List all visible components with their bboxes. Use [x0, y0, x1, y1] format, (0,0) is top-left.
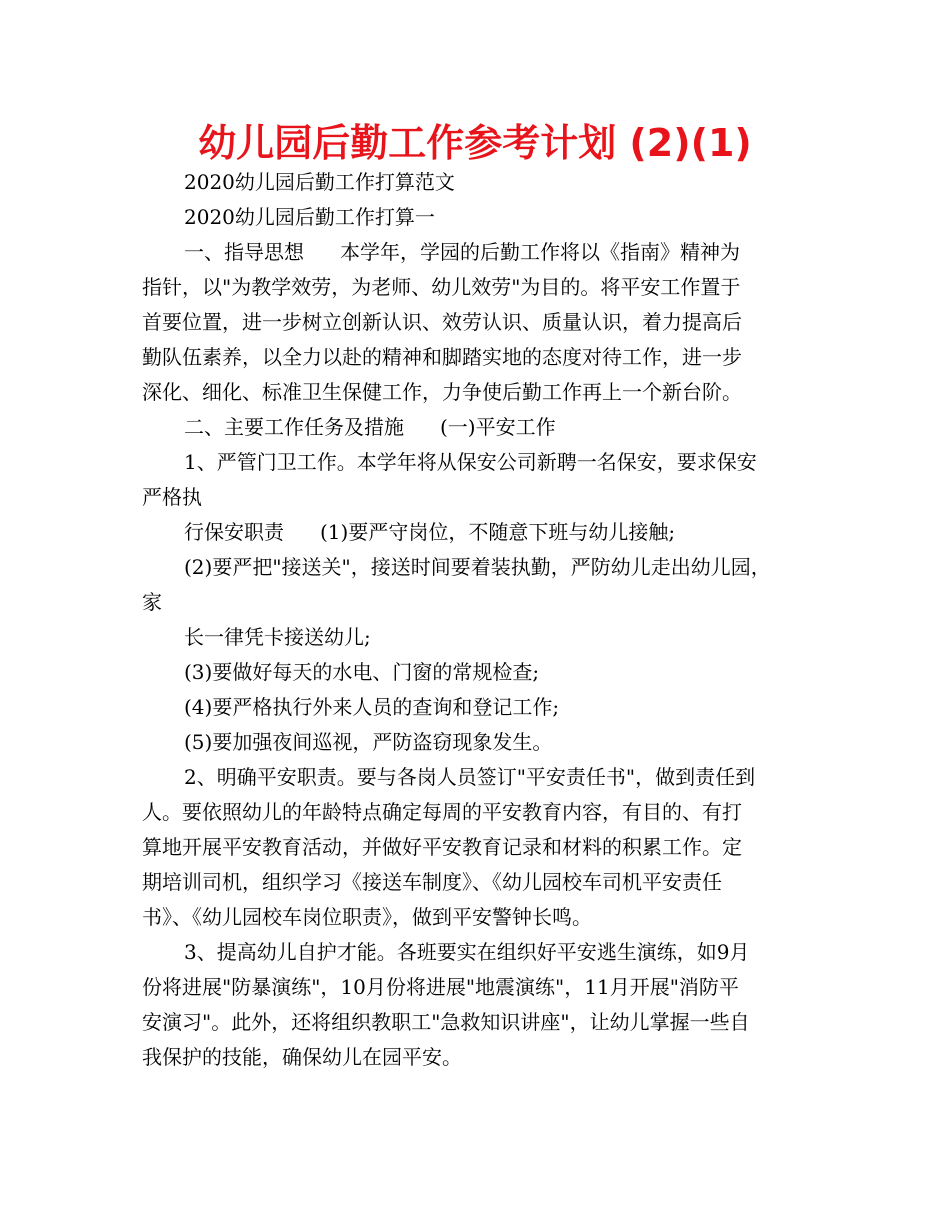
text-line: 我保护的技能，确保幼儿在园平安。: [142, 1045, 462, 1069]
text-line: [142, 515, 812, 550]
text-line: 1、严管门卫工作。本学年将从保安公司新聘一名保安，要求保安: [184, 450, 757, 474]
text-line: (5)要加强夜间巡视，严防盗窃现象发生。: [184, 730, 553, 754]
text-line: 人。要依照幼儿的年龄特点确定每周的平安教育内容，有目的、有打: [142, 800, 742, 824]
text-segment: 二、主要工作任务及措施: [184, 415, 404, 439]
text-line: 2020幼儿园后勤工作打算一: [184, 205, 435, 229]
text-segment: 一、指导思想: [184, 240, 304, 264]
text-line: 指针，以"为教学效劳，为老师、幼儿效劳"为目的。将平安工作置于: [142, 275, 741, 299]
text-line: 严格执: [142, 485, 202, 509]
text-line: 安演习"。此外，还将组织教职工"急救知识讲座"，让幼儿掌握一些自: [142, 1010, 750, 1034]
text-line: 首要位置，进一步树立创新认识、效劳认识、质量认识，着力提高后: [142, 310, 742, 334]
text-line: 份将进展"防暴演练"，10月份将进展"地震演练"，11月开展"消防平: [142, 975, 739, 999]
text-line: (4)要严格执行外来人员的查询和登记工作;: [184, 695, 560, 719]
text-line: 算地开展平安教育活动，并做好平安教育记录和材料的积累工作。定: [142, 835, 742, 859]
text-line: (3)要做好每天的水电、门窗的常规检查;: [184, 660, 540, 684]
text-line: 深化、细化、标准卫生保健工作，力争使后勤工作再上一个新台阶。: [142, 380, 742, 404]
text-segment: (一)平安工作: [440, 415, 556, 439]
text-line: 期培训司机，组织学习《接送车制度》、《幼儿园校车司机平安责任: [142, 870, 722, 894]
text-line: [142, 410, 812, 445]
text-segment: 本学年，学园的后勤工作将以《指南》精神为: [340, 240, 740, 264]
text-line: (2)要严把"接送关"，接送时间要着装执勤，严防幼儿走出幼儿园，: [184, 555, 771, 579]
text-line: 家: [142, 590, 162, 614]
text-line: 2020幼儿园后勤工作打算范文: [184, 170, 455, 194]
text-segment: (1)要严守岗位，不随意下班与幼儿接触;: [320, 520, 676, 544]
text-line: 3、提高幼儿自护才能。各班要实在组织好平安逃生演练，如9月: [184, 940, 750, 964]
text-line: 2、明确平安职责。要与各岗人员签订"平安责任书"，做到责任到: [184, 765, 756, 789]
document-body: [142, 165, 812, 1075]
text-line: 长一律凭卡接送幼儿;: [184, 625, 371, 649]
text-line: 勤队伍素养，以全力以赴的精神和脚踏实地的态度对待工作，进一步: [142, 345, 742, 369]
document-title: 幼儿园后勤工作参考计划 (2)(1): [198, 121, 752, 165]
text-segment: 行保安职责: [184, 520, 284, 544]
text-line: 书》、《幼儿园校车岗位职责》，做到平安警钟长鸣。: [142, 905, 592, 929]
text-line: [142, 235, 812, 270]
